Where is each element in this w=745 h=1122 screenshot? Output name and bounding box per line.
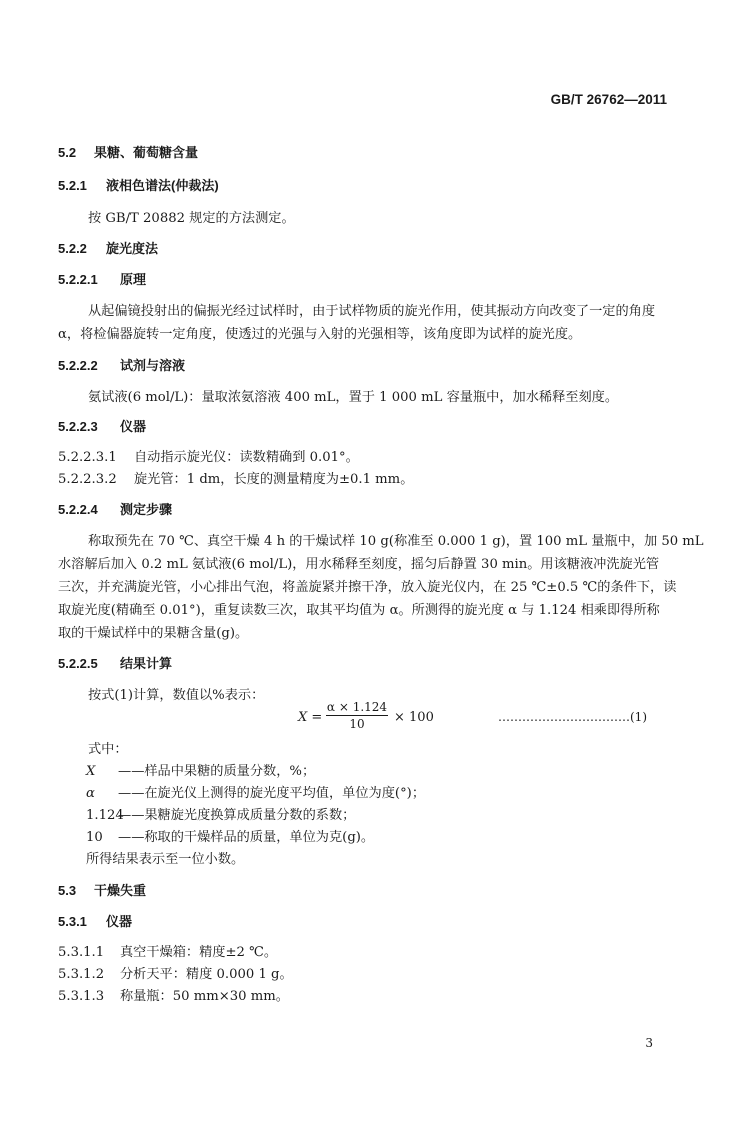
heading-5-2-2 (58, 238, 158, 257)
clause-number: 5.2.2.3.1 (58, 450, 117, 465)
heading-5-2-2-1 (58, 269, 146, 288)
heading-5-3 (58, 880, 146, 899)
paragraph-line: 取旋光度(精确至 0.01°)，重复读数三次，取其平均值为 α。所测得的旋光度 α 与 1.124 相乘即得所称 (58, 603, 660, 618)
formula-lhs: X = (298, 710, 323, 725)
heading-title: 仪器 (120, 419, 147, 434)
heading-title: 旋光度法 (106, 241, 159, 256)
clause-number: 5.3.1.3 (58, 989, 105, 1004)
heading-number: 5.2.2.5 (58, 656, 98, 671)
heading-title: 干燥失重 (94, 883, 147, 898)
clause-text: 旋光管：1 dm，长度的测量精度为±0.1 mm。 (134, 472, 414, 487)
definition-text: ——在旋光仪上测得的旋光度平均值，单位为度(°)； (118, 786, 426, 801)
result-note: 所得结果表示至一位小数。 (86, 852, 245, 867)
clause-5-3-1-1 (58, 941, 277, 960)
heading-number: 5.2.1 (58, 178, 87, 193)
clause-number: 5.2.2.3.2 (58, 472, 117, 487)
paragraph-line: 取的干燥试样中的果糖含量(g)。 (58, 626, 249, 641)
definition-text: ——称取的干燥样品的质量，单位为克(g)。 (118, 830, 375, 845)
paragraph-line: α，将检偏器旋转一定角度，使透过的光强与入射的光强相等，该角度即为试样的旋光度。 (58, 327, 582, 342)
clause-5-2-2-3-1 (58, 446, 359, 465)
definition-text: ——样品中果糖的质量分数，%； (118, 764, 316, 779)
definition-item (86, 760, 315, 779)
formula-fraction (326, 700, 388, 731)
heading-number: 5.3.1 (58, 914, 87, 929)
paragraph-line: 三次，并充满旋光管，小心排出气泡，将盖旋紧并擦干净，放入旋光仪内，在 25 ℃±0.5 ℃的条件下，读 (58, 580, 677, 595)
definition-symbol: α (86, 786, 95, 801)
heading-title: 仪器 (106, 914, 133, 929)
paragraph-5-2-1: 按 GB/T 20882 规定的方法测定。 (88, 211, 295, 226)
paragraph-line: 从起偏镜投射出的偏振光经过试样时，由于试样物质的旋光作用，使其振动方向改变了一定的角度 (88, 304, 656, 319)
heading-number: 5.2.2 (58, 241, 87, 256)
clause-5-3-1-3 (58, 985, 289, 1004)
heading-number: 5.2.2.3 (58, 419, 98, 434)
heading-5-2-1 (58, 175, 219, 194)
heading-5-2-2-3 (58, 416, 146, 435)
formula-numerator: α × 1.124 (326, 700, 388, 714)
paragraph-5-2-2-2: 氨试液(6 mol/L)：量取浓氨溶液 400 mL，置于 1 000 mL 容量瓶中，加水稀释至刻度。 (88, 390, 619, 405)
definition-text: ——果糖旋光度换算成质量分数的系数； (118, 808, 356, 823)
clause-5-2-2-3-2 (58, 468, 413, 487)
paragraph-5-2-2-5: 按式(1)计算，数值以%表示： (88, 688, 265, 703)
definition-symbol: X (86, 764, 96, 779)
clause-text: 分析天平：精度 0.000 1 g。 (120, 967, 293, 982)
clause-5-3-1-2 (58, 963, 293, 982)
clause-text: 称量瓶：50 mm×30 mm。 (120, 989, 289, 1004)
where-label: 式中： (88, 742, 128, 757)
definition-symbol: 10 (86, 830, 103, 845)
heading-5-2-2-2 (58, 355, 185, 374)
heading-number: 5.2.2.4 (58, 502, 98, 517)
formula-denominator: 10 (349, 717, 365, 731)
heading-title: 测定步骤 (120, 502, 173, 517)
standard-number: GB/T 26762—2011 (550, 92, 667, 107)
heading-number: 5.2.2.2 (58, 358, 98, 373)
heading-title: 液相色谱法(仲裁法) (106, 178, 219, 193)
clause-number: 5.3.1.1 (58, 945, 105, 960)
heading-5-3-1 (58, 911, 132, 930)
heading-number: 5.2 (58, 145, 77, 160)
definition-item (86, 782, 425, 801)
definition-item (86, 826, 374, 845)
heading-title: 试剂与溶液 (120, 358, 186, 373)
heading-number: 5.2.2.1 (58, 272, 98, 287)
definition-item (86, 804, 355, 823)
heading-title: 果糖、葡萄糖含量 (94, 145, 199, 160)
heading-5-2-2-4 (58, 499, 172, 518)
clause-number: 5.3.1.2 (58, 967, 105, 982)
heading-5-2-2-5 (58, 653, 172, 672)
formula-rhs: × 100 (394, 710, 434, 725)
heading-title: 原理 (120, 272, 147, 287)
heading-title: 结果计算 (120, 656, 173, 671)
equation-number: ……………………………(1) (498, 710, 647, 724)
clause-text: 真空干燥箱：精度±2 ℃。 (120, 945, 278, 960)
clause-text: 自动指示旋光仪：读数精确到 0.01°。 (134, 450, 359, 465)
page-number: 3 (645, 1036, 653, 1050)
paragraph-line: 水溶解后加入 0.2 mL 氨试液(6 mol/L)，用水稀释至刻度，摇匀后静置 30 min。用该糖液冲洗旋光管 (58, 557, 660, 572)
definition-symbol: 1.124 (86, 808, 124, 823)
paragraph-line: 称取预先在 70 ℃、真空干燥 4 h 的干燥试样 10 g(称准至 0.000 1 g)，置 100 mL 量瓶中，加 50 mL (88, 534, 704, 549)
heading-5-2 (58, 142, 198, 161)
heading-number: 5.3 (58, 883, 77, 898)
